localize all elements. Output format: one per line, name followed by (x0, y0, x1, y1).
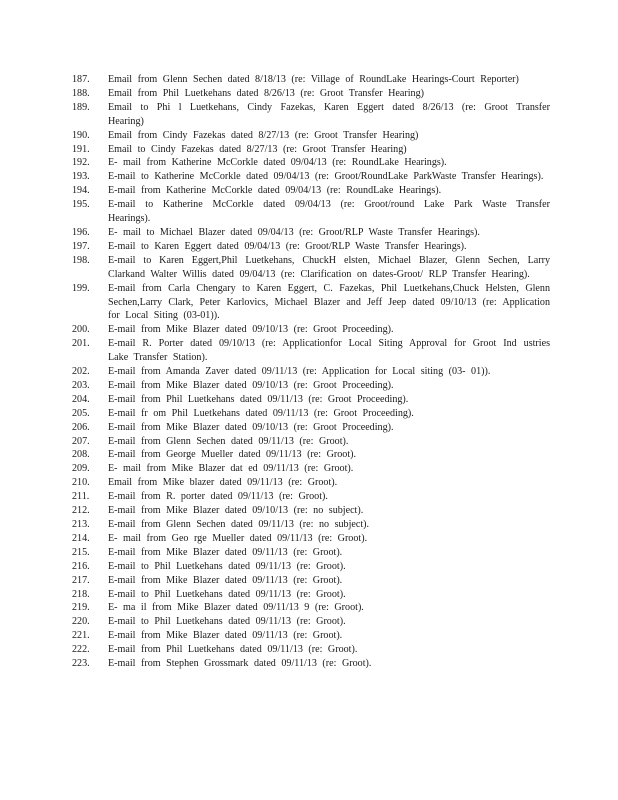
item-number: 213. (72, 519, 90, 530)
list-item (70, 421, 550, 435)
item-text: E-mail to Karen Eggert,Phil Luetkehans, ChuckH elsten, Michael Blazer, Glenn Sechen, Larry Clarkand Walter Willis dated 09/04/13 (re: Clarification on dates-Groot/ RLP Transfer Hearing). (108, 254, 550, 280)
item-number: 187. (72, 74, 90, 85)
item-number: 221. (72, 630, 90, 642)
item-text: E-mail to Katherine McCorkle dated 09/04/13 (re: Groot/RoundLake ParkWaste Transfer Hearings). (108, 171, 544, 183)
item-number: 209. (72, 463, 90, 475)
item-number: 191. (72, 143, 90, 155)
item-number: 214. (72, 532, 90, 544)
list-item (70, 156, 550, 170)
item-text: E-mail to Katherine McCorkle dated 09/04/13 (re: Groot/round Lake Park Waste Transfer Hearings). (108, 199, 550, 225)
item-text: Email to Cindy Fazekas dated 8/27/13 (re: Groot Transfer Hearing) (108, 143, 407, 155)
item-text: E-mail from Mike Blazer dated 09/10/13 (re: Groot Proceeding). (108, 379, 394, 391)
list-item (70, 643, 550, 657)
list-item (70, 198, 550, 226)
list-item (70, 379, 550, 393)
item-number: 216. (72, 560, 90, 572)
item-number: 207. (72, 435, 90, 447)
item-text: E- mail from Katherine McCorkle dated 09/04/13 (re: RoundLake Hearings). (108, 157, 447, 169)
item-number: 203. (72, 379, 90, 391)
item-text: Email from Phil Luetkehans dated 8/26/13 (re: Groot Transfer Hearing) (108, 87, 425, 99)
item-number: 195. (72, 199, 90, 211)
item-text: E-mail from Mike Blazer dated 09/10/13 (re: Groot Proceeding). (108, 421, 394, 433)
item-text: E-mail from Katherine McCorkle dated 09/04/13 (re: RoundLake Hearings). (108, 185, 442, 197)
list-item (70, 532, 550, 546)
list-item (70, 393, 550, 407)
item-text: Email from Glenn Sechen dated 8/18/13 (re: Village of RoundLake Hearings-Court Reporter) (108, 74, 519, 85)
item-text: E-mail from Glenn Sechen dated 09/11/13 (re: Groot). (108, 435, 349, 447)
item-text: Email from Cindy Fazekas dated 8/27/13 (re: Groot Transfer Hearing) (108, 129, 419, 141)
item-text: E- mail from Geo rge Mueller dated 09/11/13 (re: Groot). (108, 532, 368, 544)
item-text: E-mail to Phil Luetkehans dated 09/11/13 (re: Groot). (108, 560, 346, 572)
item-text: E- ma il from Mike Blazer dated 09/11/13 9 (re: Groot). (108, 602, 364, 614)
item-number: 196. (72, 226, 90, 238)
item-text: E-mail from Amanda Zaver dated 09/11/13 (re: Application for Local siting (03- 01)). (108, 366, 491, 378)
list-item (70, 365, 550, 379)
item-number: 204. (72, 393, 90, 405)
list-item (70, 518, 550, 532)
item-number: 206. (72, 421, 90, 433)
list-item (70, 490, 550, 504)
list-item (70, 462, 550, 476)
item-number: 220. (72, 616, 90, 628)
item-text: E-mail to Phil Luetkehans dated 09/11/13 (re: Groot). (108, 616, 346, 628)
list-item (70, 87, 550, 101)
item-number: 208. (72, 449, 90, 461)
list-item (70, 629, 550, 643)
item-text: E-mail to Phil Luetkehans dated 09/11/13 (re: Groot). (108, 588, 346, 600)
list-item (70, 504, 550, 518)
item-text: E-mail from Phil Luetkehans dated 09/11/13 (re: Groot). (108, 644, 358, 656)
item-number: 201. (72, 338, 90, 350)
list-item (70, 560, 550, 574)
item-number: 198. (72, 254, 90, 266)
item-number: 202. (72, 366, 90, 378)
item-text: E-mail from Mike Blazer dated 09/10/13 (re: no subject). (108, 505, 364, 517)
item-number: 197. (72, 240, 90, 252)
item-number: 222. (72, 644, 90, 656)
item-text: E-mail from Mike Blazer dated 09/11/13 (re: Groot). (108, 574, 343, 586)
item-text: E-mail fr om Phil Luetkehans dated 09/11/13 (re: Groot Proceeding). (108, 407, 414, 419)
item-text: E- mail to Michael Blazer dated 09/04/13 (re: Groot/RLP Waste Transfer Hearings). (108, 226, 480, 238)
list-item (70, 101, 550, 129)
item-text: Email from Mike blazer dated 09/11/13 (re: Groot). (108, 477, 338, 489)
item-number: 212. (72, 505, 90, 517)
item-number: 218. (72, 588, 90, 600)
list-item (70, 476, 550, 490)
list-item (70, 170, 550, 184)
item-number: 205. (72, 407, 90, 419)
item-number: 188. (72, 87, 90, 99)
item-number: 210. (72, 477, 90, 489)
exhibit-list (70, 73, 550, 671)
item-number: 192. (72, 157, 90, 169)
item-text: E-mail from Mike Blazer dated 09/10/13 (re: Groot Proceeding). (108, 324, 394, 336)
list-item (70, 73, 550, 87)
item-text: Email to Phi l Luetkehans, Cindy Fazekas, Karen Eggert dated 8/26/13 (re: Groot Transfer Hearing) (108, 101, 550, 127)
item-number: 211. (72, 491, 90, 503)
list-item (70, 588, 550, 602)
item-number: 223. (72, 658, 90, 670)
list-item (70, 282, 550, 324)
list-item (70, 657, 550, 671)
list-item (70, 254, 550, 282)
list-item (70, 143, 550, 157)
item-text: E-mail from Carla Chengary to Karen Eggert, C. Fazekas, Phil Luetkehans,Chuck Helsten, Glenn Sechen,Larry Clark, Peter Karlovics, Michael Blazer and Jeff Jeep dated 09/10/13 (re: Application for Local Siting (03-01)). (108, 282, 550, 322)
item-number: 200. (72, 324, 90, 336)
item-number: 193. (72, 171, 90, 183)
item-number: 189. (72, 101, 90, 113)
list-item (70, 226, 550, 240)
item-text: E-mail R. Porter dated 09/10/13 (re: Applicationfor Local Siting Approval for Groot Ind ustries Lake Transfer Station). (108, 338, 550, 364)
list-item (70, 574, 550, 588)
item-number: 194. (72, 185, 90, 197)
list-item (70, 407, 550, 421)
list-item (70, 448, 550, 462)
item-text: E-mail from Phil Luetkehans dated 09/11/13 (re: Groot Proceeding). (108, 393, 409, 405)
item-text: E-mail from Mike Blazer dated 09/11/13 (re: Groot). (108, 630, 343, 642)
list-item (70, 184, 550, 198)
item-text: E-mail from Mike Blazer dated 09/11/13 (re: Groot). (108, 546, 343, 558)
item-text: E- mail from Mike Blazer dat ed 09/11/13 (re: Groot). (108, 463, 354, 475)
item-number: 217. (72, 574, 90, 586)
item-text: E-mail to Karen Eggert dated 09/04/13 (re: Groot/RLP Waste Transfer Hearings). (108, 240, 467, 252)
item-text: E-mail from Glenn Sechen dated 09/11/13 (re: no subject). (108, 519, 370, 530)
list-item (70, 435, 550, 449)
item-number: 199. (72, 282, 90, 294)
list-item (70, 240, 550, 254)
list-item (70, 323, 550, 337)
list-item (70, 337, 550, 365)
item-number: 215. (72, 546, 90, 558)
list-item (70, 615, 550, 629)
item-text: E-mail from Stephen Grossmark dated 09/11/13 (re: Groot). (108, 658, 372, 670)
item-number: 219. (72, 602, 90, 614)
item-text: E-mail from George Mueller dated 09/11/13 (re: Groot). (108, 449, 357, 461)
list-item (70, 129, 550, 143)
list-item (70, 601, 550, 615)
list-item (70, 546, 550, 560)
item-text: E-mail from R. porter dated 09/11/13 (re: Groot). (108, 491, 328, 503)
item-number: 190. (72, 129, 90, 141)
